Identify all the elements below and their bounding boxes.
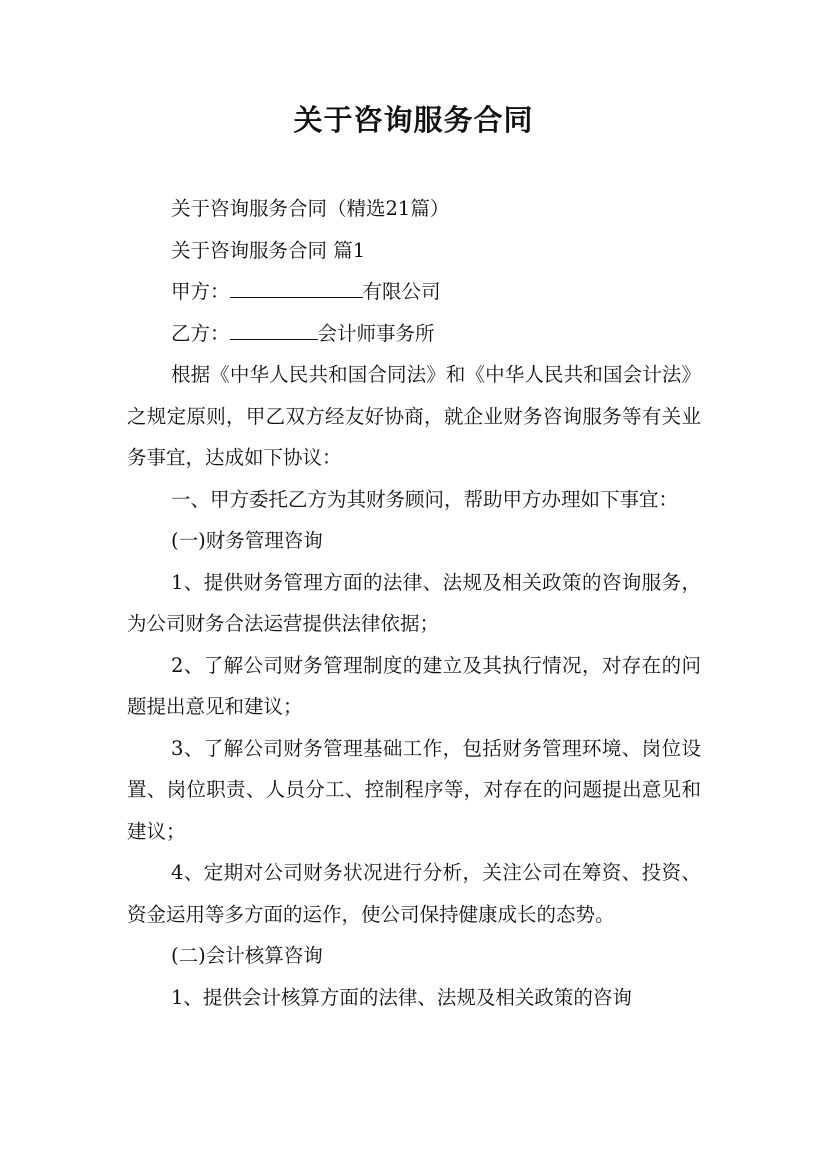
party-a-suffix: 有限公司 xyxy=(362,280,441,303)
section-1-item: 3、了解公司财务管理基础工作，包括财务管理环境、岗位设置、岗位职责、人员分工、控制程序等，对存在的问题提出意见和建议； xyxy=(127,736,701,843)
party-a-line xyxy=(127,271,701,313)
section-2-heading: (二)会计核算咨询 xyxy=(171,944,323,967)
party-b-suffix: 会计师事务所 xyxy=(317,321,435,345)
party-a-label: 甲方： xyxy=(171,280,230,303)
party-b-blank xyxy=(230,321,318,340)
preamble-paragraph: 根据《中华人民共和国合同法》和《中华人民共和国会计法》之规定原则，甲乙双方经友好协商，就企业财务咨询服务等有关业务事宜，达成如下协议： xyxy=(127,363,701,469)
section-1-item: 2、了解公司财务管理制度的建立及其执行情况，对存在的问题提出意见和建议； xyxy=(127,653,701,718)
section-2-item: 1、提供会计核算方面的法律、法规及相关政策的咨询 xyxy=(171,985,632,1009)
party-a-blank xyxy=(230,279,363,298)
document-subtitle: 关于咨询服务合同（精选21篇） xyxy=(171,197,450,220)
party-b-line xyxy=(127,313,701,355)
document-body xyxy=(127,188,701,1018)
section-1-item: 4、定期对公司财务状况进行分析，关注公司在筹资、投资、资金运用等多方面的运作，使公司保持健康成长的态势。 xyxy=(127,861,701,926)
clause-1-paragraph: 一、甲方委托乙方为其财务顾问，帮助甲方办理如下事宜： xyxy=(171,487,679,511)
document-title: 关于咨询服务合同 xyxy=(293,103,534,137)
part-heading: 关于咨询服务合同 篇1 xyxy=(171,238,366,262)
section-1-item: 1、提供财务管理方面的法律、法规及相关政策的咨询服务，为公司财务合法运营提供法律依据； xyxy=(127,570,701,635)
party-b-label: 乙方： xyxy=(171,321,230,345)
section-1-heading: (一)财务管理咨询 xyxy=(171,529,323,552)
